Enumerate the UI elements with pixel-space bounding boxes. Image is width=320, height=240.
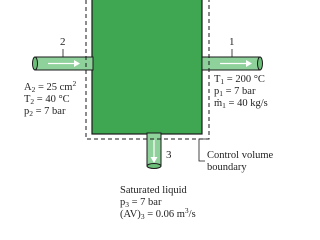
outlet-1-number: 1	[229, 36, 235, 48]
inlet-2-number: 2	[60, 36, 66, 48]
outlet-1-temperature: $T_1 = 200$ °C	[214, 74, 265, 86]
inlet-2-area: $A_2 = 25$ $cm^2$	[24, 79, 77, 94]
outlet-pipe-3-mouth	[147, 164, 161, 169]
outlet-3-state: Saturated liquid	[120, 185, 187, 196]
outlet-1-mass-flow: ṁ$_1$ = 40 kg/s	[214, 98, 268, 110]
inlet-2-pressure: $p_2 = 7$ bar	[24, 106, 66, 118]
outlet-3-pressure: $p_3 = 7$ bar	[120, 197, 162, 209]
inlet-pipe-2-mouth	[33, 57, 38, 70]
vessel-body	[92, 0, 202, 134]
outlet-3-volume-flow: $(AV)_3 = 0.06$ $m^3/s$	[120, 206, 196, 221]
outlet-pipe-1-mouth	[258, 57, 263, 70]
inlet-2-temperature: $T_2 = 40$ °C	[24, 94, 70, 106]
outlet-3-number: 3	[166, 149, 172, 161]
boundary-label-line-2: boundary	[207, 162, 247, 173]
boundary-label-line-1: Control volume	[207, 150, 274, 161]
outlet-1-pressure: $p_1 = 7$ bar	[214, 86, 256, 98]
